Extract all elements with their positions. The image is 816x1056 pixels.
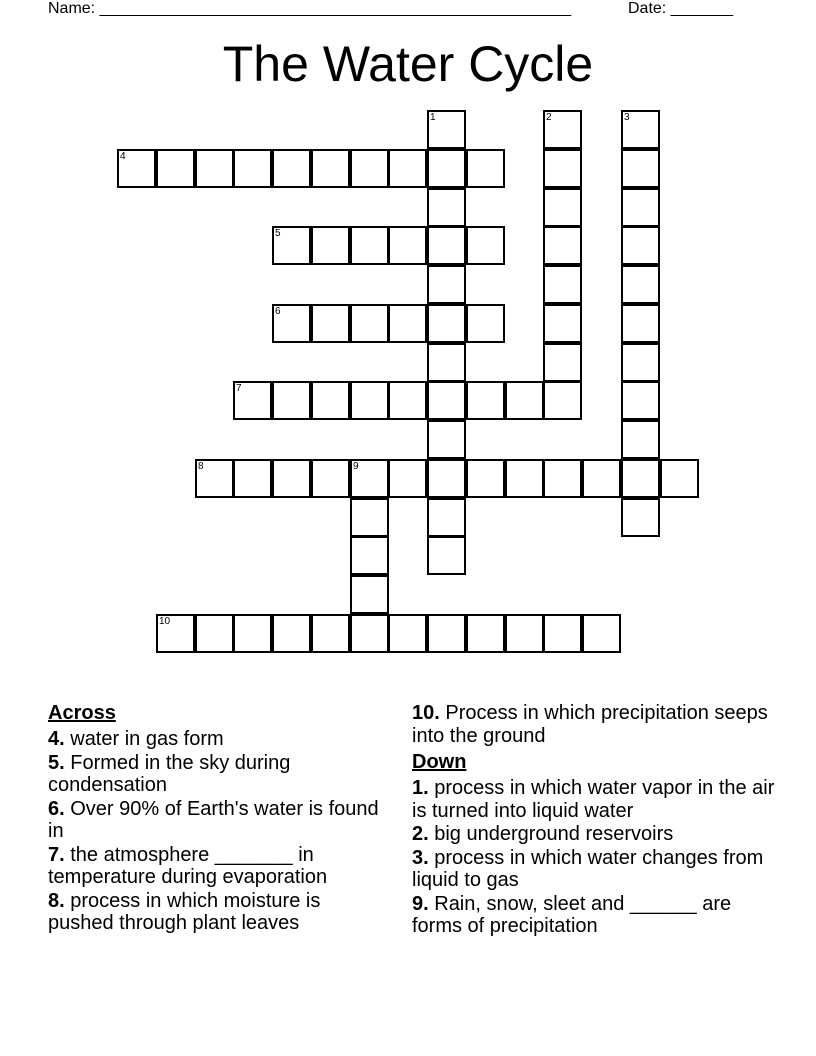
clue-number: 7 [236,383,242,394]
crossword-cell[interactable] [427,343,466,382]
crossword-cell[interactable] [543,149,582,188]
crossword-cell[interactable] [311,381,350,420]
clue-down-1: 1. process in which water vapor in the air is turned into liquid water [412,777,775,822]
crossword-cell[interactable] [543,265,582,304]
crossword-cell[interactable] [311,614,350,653]
clue-down-3: 3. process in which water changes from liquid to gas [412,846,764,891]
crossword-cell[interactable] [156,149,195,188]
crossword-cell[interactable] [466,149,505,188]
crossword-cell[interactable] [311,226,350,265]
crossword-cell[interactable] [272,381,311,420]
crossword-cell[interactable] [388,614,427,653]
crossword-cell[interactable] [621,498,660,537]
crossword-cell[interactable] [543,188,582,227]
crossword-cell[interactable] [350,149,389,188]
crossword-cell[interactable] [427,265,466,304]
header-line [48,0,768,20]
crossword-cell[interactable] [117,149,156,188]
crossword-cell[interactable] [233,381,272,420]
crossword-cell[interactable] [350,226,389,265]
clue-number: 8 [198,461,204,472]
crossword-cell[interactable] [272,614,311,653]
crossword-cell[interactable] [311,459,350,498]
clue-number: 5 [275,228,281,239]
crossword-cell[interactable] [388,149,427,188]
crossword-cell[interactable] [621,188,660,227]
crossword-cell[interactable] [350,304,389,343]
crossword-cell[interactable] [621,110,660,149]
crossword-cell[interactable] [466,304,505,343]
clue-down-9: 9. Rain, snow, sleet and ______ are forms of precipitation [412,892,732,937]
crossword-cell[interactable] [466,614,505,653]
clue-number: 3 [624,112,630,123]
crossword-cell[interactable] [350,575,389,614]
crossword-cell[interactable] [621,420,660,459]
crossword-cell[interactable] [156,614,195,653]
down-heading: Down [412,751,467,773]
crossword-cell[interactable] [660,459,699,498]
crossword-cell[interactable] [543,381,582,420]
across-heading: Across [48,702,116,724]
crossword-cell[interactable] [427,614,466,653]
crossword-cell[interactable] [350,459,389,498]
crossword-cell[interactable] [427,459,466,498]
clue-across-6: 6. Over 90% of Earth's water is found in [48,797,379,842]
crossword-cell[interactable] [466,381,505,420]
crossword-cell[interactable] [582,459,621,498]
crossword-cell[interactable] [621,381,660,420]
crossword-cell[interactable] [388,381,427,420]
crossword-cell[interactable] [311,304,350,343]
clue-across-10: 10. Process in which precipitation seeps into the ground [412,702,768,747]
crossword-cell[interactable] [427,110,466,149]
crossword-cell[interactable] [543,343,582,382]
clue-number: 4 [120,151,126,162]
crossword-cell[interactable] [505,459,544,498]
crossword-cell[interactable] [427,149,466,188]
clues-right-column [412,702,782,939]
crossword-cell[interactable] [621,265,660,304]
crossword-cell[interactable] [350,381,389,420]
crossword-cell[interactable] [427,498,466,537]
clue-number: 10 [159,616,171,627]
crossword-cell[interactable] [621,149,660,188]
clue-down-2: 2. big underground reservoirs [412,823,674,845]
clue-across-4: 4. water in gas form [48,728,224,750]
clue-across-8: 8. process in which moisture is pushed through plant leaves [48,889,321,934]
crossword-cell[interactable] [195,614,234,653]
crossword-cell[interactable] [272,226,311,265]
crossword-cell[interactable] [427,226,466,265]
crossword-cell[interactable] [427,381,466,420]
crossword-cell[interactable] [621,304,660,343]
crossword-cell[interactable] [350,614,389,653]
clue-number: 1 [430,112,436,123]
crossword-cell[interactable] [543,110,582,149]
clue-number: 6 [275,306,281,317]
crossword-cell[interactable] [427,420,466,459]
crossword-cell[interactable] [505,381,544,420]
crossword-cell[interactable] [621,343,660,382]
clues-left-column [48,702,388,936]
name-field[interactable]: Name: _____________________________________________________ [48,0,572,17]
crossword-cell[interactable] [350,498,389,537]
crossword-cell[interactable] [543,226,582,265]
clue-across-7: 7. the atmosphere _______ in temperature during evaporation [48,843,328,888]
crossword-cell[interactable] [272,149,311,188]
crossword-cell[interactable] [543,614,582,653]
crossword-cell[interactable] [272,304,311,343]
crossword-cell[interactable] [233,149,272,188]
crossword-cell[interactable] [233,614,272,653]
clue-across-5: 5. Formed in the sky during condensation [48,751,291,796]
crossword-cell[interactable] [311,149,350,188]
crossword-cell[interactable] [427,188,466,227]
crossword-cell[interactable] [427,304,466,343]
crossword-cell[interactable] [350,536,389,575]
crossword-cell[interactable] [466,226,505,265]
crossword-cell[interactable] [427,536,466,575]
crossword-cell[interactable] [195,149,234,188]
clue-number: 2 [546,112,552,123]
crossword-cell[interactable] [621,226,660,265]
date-field[interactable]: Date: _______ [628,0,733,17]
crossword-cell[interactable] [388,226,427,265]
page-title: The Water Cycle [222,36,594,92]
crossword-cell[interactable] [505,614,544,653]
crossword-cell[interactable] [195,459,234,498]
crossword-cell[interactable] [272,459,311,498]
crossword-cell[interactable] [388,459,427,498]
crossword-cell[interactable] [582,614,621,653]
clue-number: 9 [353,461,359,472]
crossword-cell[interactable] [388,304,427,343]
crossword-cell[interactable] [466,459,505,498]
crossword-cell[interactable] [543,459,582,498]
crossword-cell[interactable] [621,459,660,498]
crossword-cell[interactable] [543,304,582,343]
crossword-cell[interactable] [233,459,272,498]
